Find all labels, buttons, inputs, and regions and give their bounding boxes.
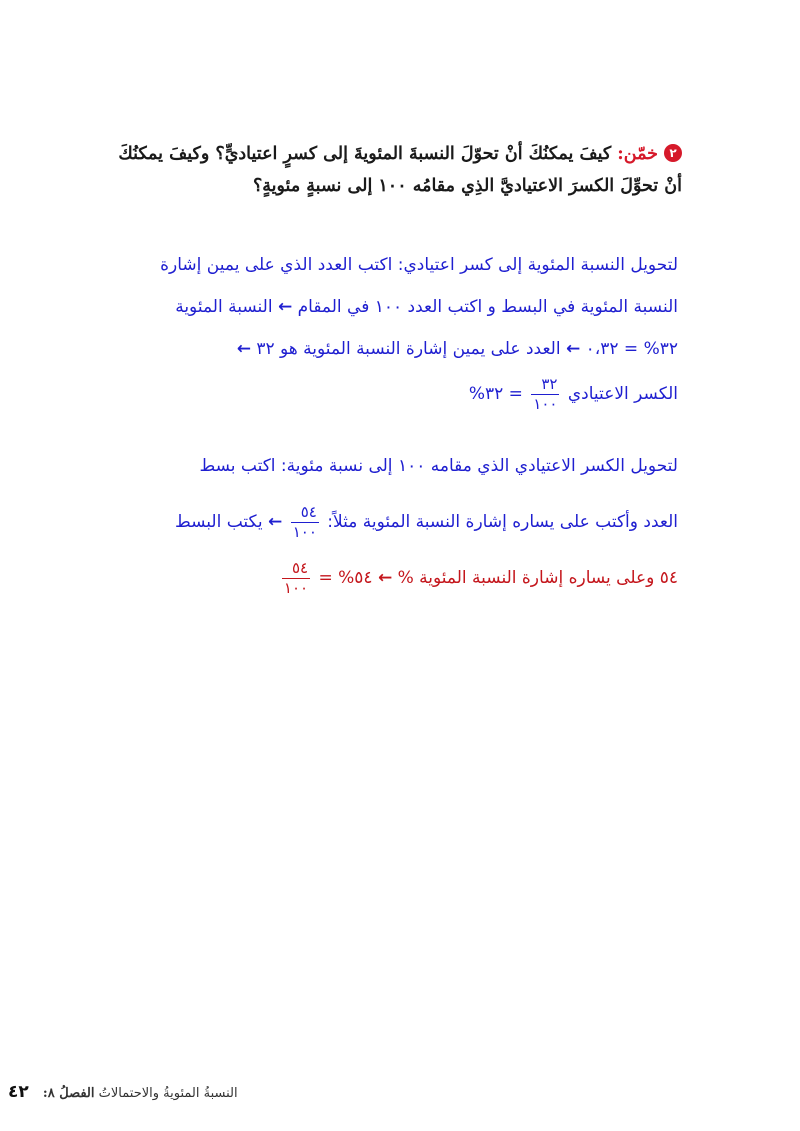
fraction-numerator: ٥٤ (291, 558, 309, 577)
answer1-line3-equation: ٣٢% = ٠،٣٢ (585, 339, 678, 359)
answer2-line2 (118, 494, 678, 550)
page-number: ٤٢ (8, 1082, 29, 1102)
answer2-line2-text-b: يكتب البسط (174, 512, 263, 532)
fraction-numerator: ٥٤ (300, 502, 317, 521)
answer1-line2-text-b: النسبة المئوية (175, 297, 273, 317)
answer2-line3-text: ٥٤ وعلى يساره إشارة النسبة المئوية % (397, 568, 678, 588)
chapter-title: النسبةُ المئويةُ والاحتمالاتُ (98, 1086, 238, 1101)
answer2-line1: لتحويل الكسر الاعتيادي الذي مقامه ١٠٠ إلى نسبة مئوية: اكتب بسط (199, 456, 678, 476)
answer-percent-to-fraction (118, 244, 678, 418)
answer1-line4-label: الكسر الاعتيادي (567, 384, 678, 404)
answer2-line3-equals: ٥٤% = (318, 568, 373, 588)
arrow-icon: ← (377, 568, 393, 588)
question-number-badge: ٢ (664, 144, 682, 162)
answer1-line2-text-a: النسبة المئوية في البسط و اكتب العدد ١٠٠ في المقام (297, 297, 678, 317)
chapter-label: الفصلُ ٨: (42, 1086, 95, 1101)
fraction-denominator: ١٠٠ (292, 522, 317, 541)
question-text: كيفَ يمكنُكَ أنْ تحوّلَ النسبةَ المئويةَ إلى كسرٍ اعتياديٍّ؟ وكيفَ يمكنُكَ أنْ تحوِّلَ الكسرَ الاعتياديَّ الذِي مقامُه ١٠٠ إلى نسبةٍ مئويةٍ؟ (118, 144, 682, 196)
answer2-line3 (118, 550, 678, 606)
arrow-icon: ← (277, 297, 293, 317)
answer-fraction-to-percent (118, 438, 678, 606)
page-footer (8, 1082, 238, 1102)
question-block (102, 138, 682, 202)
fraction-54-over-100-result (282, 560, 310, 597)
answer1-line3 (118, 328, 678, 370)
fraction-denominator: ١٠٠ (533, 394, 558, 413)
fraction-denominator: ١٠٠ (283, 578, 309, 597)
question-keyword: خمّن: (617, 144, 658, 164)
answer1-line2 (118, 286, 678, 328)
fraction-54-over-100 (291, 504, 319, 541)
answer1-line4 (118, 370, 678, 418)
answer1-line1: لتحويل النسبة المئوية إلى كسر اعتيادي: اكتب العدد الذي على يمين إشارة (160, 255, 678, 275)
answer2-line2-text-a: العدد وأكتب على يساره إشارة النسبة المئوية مثلاً: (327, 512, 678, 532)
answer1-line4-equals: = ٣٢% (468, 384, 523, 404)
fraction-32-over-100 (531, 376, 559, 413)
answer1-line3-text: العدد على يمين إشارة النسبة المئوية هو ٣٢ (256, 339, 561, 359)
arrow-icon: ← (268, 512, 283, 532)
arrow-icon: ← (565, 339, 581, 359)
arrow-icon: ← (236, 339, 251, 359)
fraction-numerator: ٣٢ (541, 374, 558, 393)
